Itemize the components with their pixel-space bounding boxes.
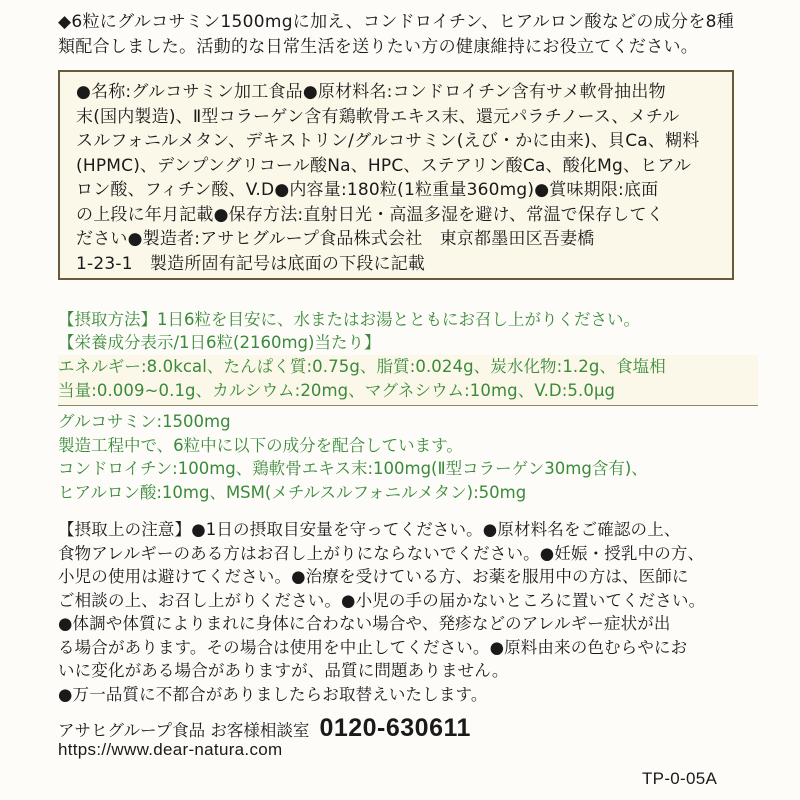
caution-section	[58, 518, 758, 706]
nutrition-facts	[58, 355, 758, 406]
caution-line: 小児の使用は避けてください。●治療を受けている方、お薬を服用中の方は、医師に	[58, 567, 689, 586]
intro-text	[58, 10, 758, 60]
contact-row	[58, 714, 758, 743]
glucosamine-amount: グルコサミン:1500mg	[58, 412, 231, 431]
contact-company: アサヒグループ食品 お客様相談室	[58, 721, 310, 740]
ingredients-box	[58, 70, 734, 280]
intake-method: 【摂取方法】1日6粒を目安に、水またはお湯とともにお召し上がりください。	[58, 310, 640, 329]
ingredients-line: 1-23-1 製造所固有記号は底面の下段に記載	[76, 253, 426, 274]
nutrition-header: 【栄養成分表示/1日6粒(2160mg)当たり】	[58, 333, 381, 352]
ingredients-line: ロン酸、フィチン酸、V.D●内容量:180粒(1粒重量360mg)●賞味期限:底面	[76, 180, 659, 200]
glucosamine-note: 製造工程中で、6粒中に以下の成分を配合しています。	[58, 435, 463, 455]
website-url: https://www.dear-natura.com	[58, 740, 283, 759]
ingredients-line: スルフォニルメタン、デキストリン/グルコサミン(えび・かに由来)、貝Ca、糊料	[76, 131, 700, 151]
caution-line: 【摂取上の注意】●1日の摂取目安量を守ってください。●原材料名をご確認の上、	[58, 520, 681, 539]
caution-line: 食物アレルギーのある方はお召し上がりにならないでください。●妊娠・授乳中の方、	[58, 543, 705, 563]
ingredients-line: ださい●製造者:アサヒグループ食品株式会社 東京都墨田区吾妻橋	[76, 229, 595, 249]
ingredients-line: の上段に年月記載●保存方法:直射日光・高温多湿を避け、常温で保存してく	[76, 204, 664, 225]
caution-line: る場合があります。その場合は使用を中止してください。●原料由来の色むらやにお	[58, 637, 688, 657]
glucosamine-ingredients: コンドロイチン:100mg、鶏軟骨エキス末:100mg(Ⅱ型コラーゲン30mg含有)、	[58, 459, 648, 478]
ingredients-line: 末(国内製造)、Ⅱ型コラーゲン含有鶏軟骨エキス末、還元パラチノース、メチル	[76, 106, 680, 127]
caution-line: ●体調や体質によりまれに身体に合わない場合や、発疹などのアレルギー症状が出	[58, 614, 671, 633]
nutrition-line: 当量:0.009~0.1g、カルシウム:20mg、マグネシウム:10mg、V.D:5.0μg	[58, 381, 616, 400]
ingredients-line: (HPMC)、デンプングリコール酸Na、HPC、ステアリン酸Ca、酸化Mg、ヒアル	[76, 155, 692, 176]
glucosamine-section	[58, 410, 758, 504]
intro-line: 類配合しました。活動的な日常生活を送りたい方の健康維持にお役立てください。	[58, 37, 699, 57]
nutrition-line: エネルギー:8.0kcal、たんぱく質:0.75g、脂質:0.024g、炭水化物:1.2g、食塩相	[58, 357, 666, 376]
glucosamine-ingredients: ヒアルロン酸:10mg、MSM(メチルスルフォニルメタン):50mg	[58, 482, 527, 502]
contact-phone: 0120-630611	[319, 714, 471, 742]
ingredients-line: ●名称:グルコサミン加工食品●原材料名:コンドロイチン含有サメ軟骨抽出物	[76, 82, 666, 102]
intro-line: ◆6粒にグルコサミン1500mgに加え、コンドロイチン、ヒアルロン酸などの成分を8種	[58, 12, 735, 32]
caution-line: ご相談の上、お召し上がりください。●小児の手の届かないところに置いてください。	[58, 590, 706, 610]
intake-section	[58, 308, 758, 354]
product-code: TP-0-05A	[642, 769, 718, 788]
caution-line: いに変化がある場合がありますが、品質に問題ありません。	[58, 661, 509, 680]
caution-line: ●万一品質に不都合がありましたらお取替えいたします。	[58, 684, 488, 704]
